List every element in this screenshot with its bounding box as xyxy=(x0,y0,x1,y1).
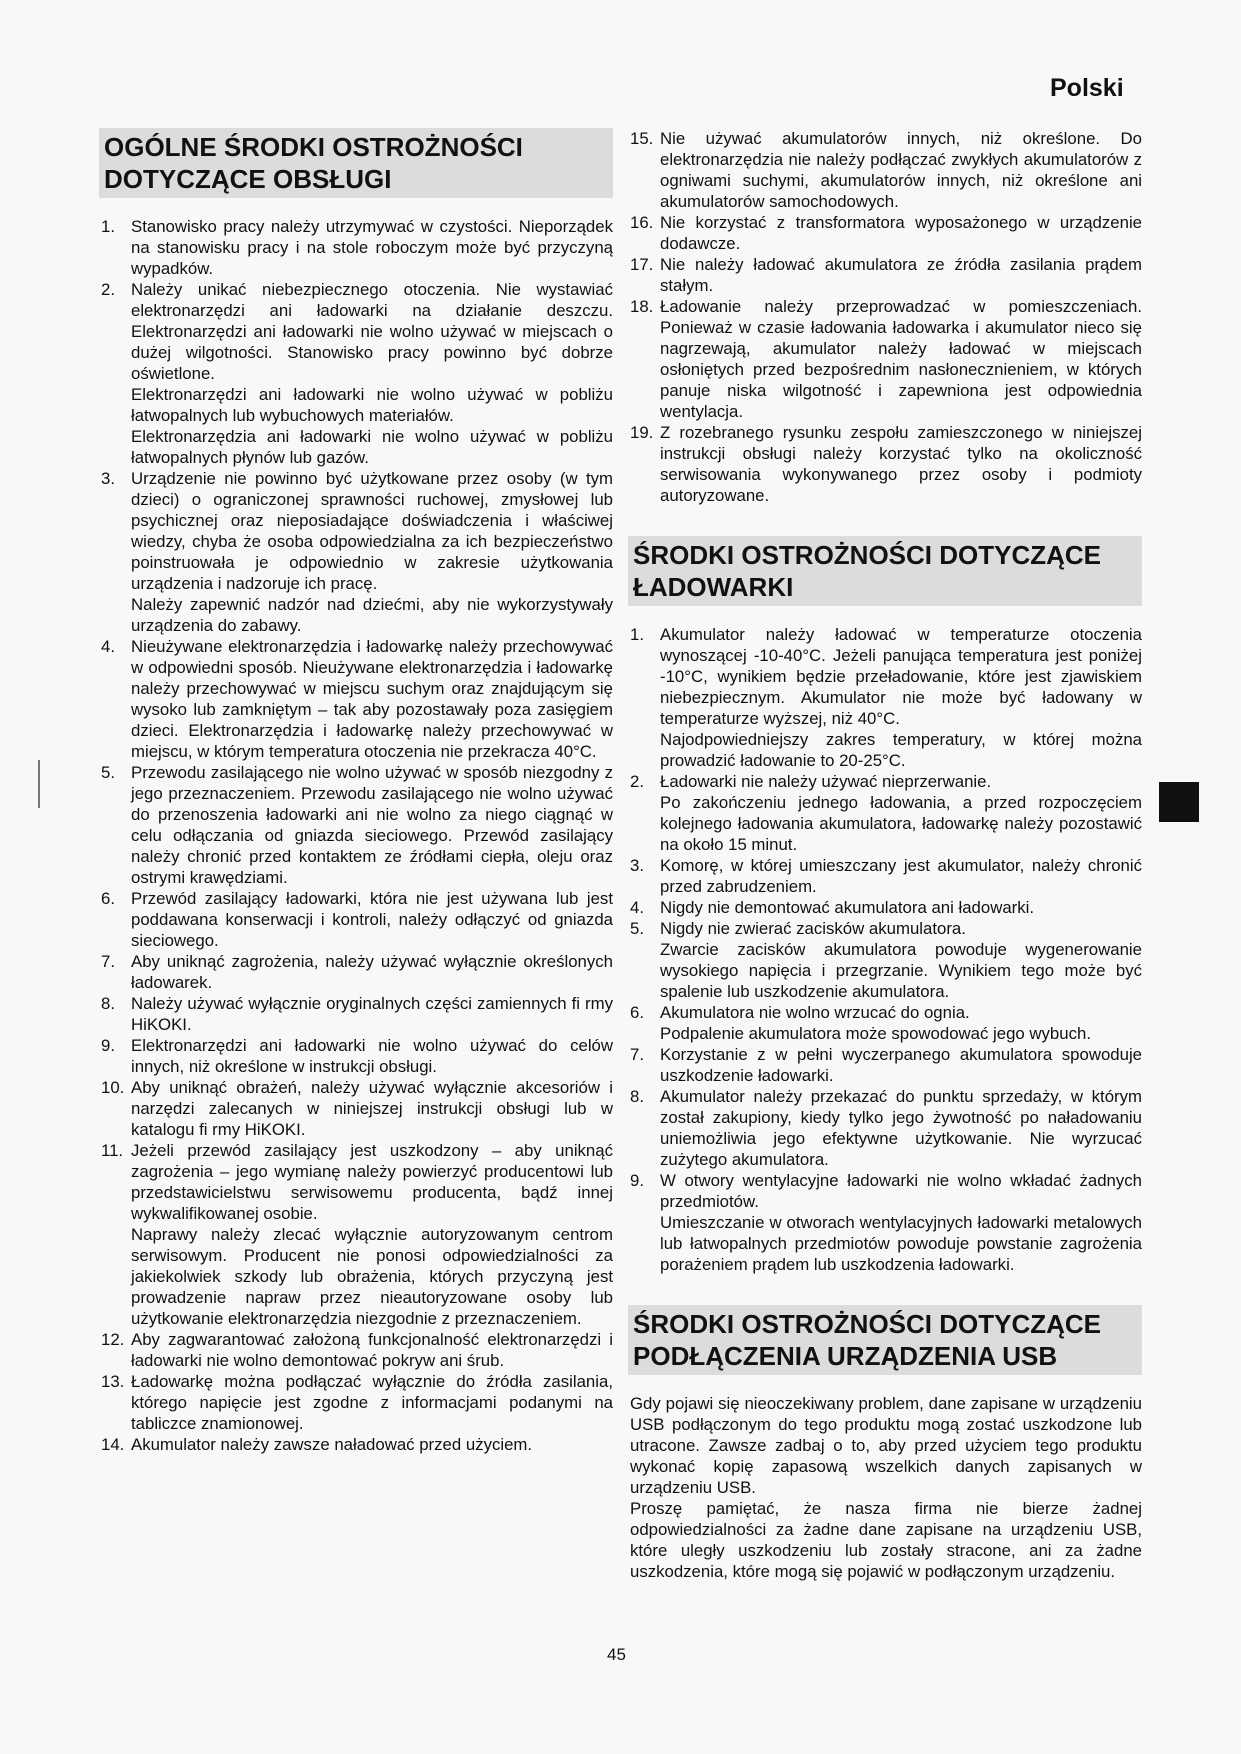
item-text: Akumulator należy zawsze naładować przed użyciem. xyxy=(131,1435,533,1454)
list-item xyxy=(630,624,1142,771)
usb-paragraph: Gdy pojawi się nieoczekiwany problem, dane zapisane w urządzeniu USB podłączonym do tego produktu mogą zostać uszkodzone lub utracone. Zawsze zadbaj o to, aby przed użyciem tego produktu wykonać kopię zapasową wszelkich danych zapisanych w urządzeniu USB. xyxy=(630,1394,1142,1497)
item-number: 6. xyxy=(101,889,115,908)
language-tab-marker xyxy=(1159,782,1199,822)
item-number: 15. xyxy=(630,129,654,148)
item-text: Po zakończeniu jednego ładowania, a przed rozpoczęciem kolejnego ładowania akumulatora, ładowarkę należy pozostawić na około 15 minut. xyxy=(660,793,1142,854)
list-item xyxy=(101,1035,613,1077)
list-item xyxy=(630,128,1142,212)
page-number: 45 xyxy=(607,1645,626,1664)
item-number: 2. xyxy=(630,772,644,791)
item-number: 5. xyxy=(101,763,115,782)
list-item xyxy=(101,636,613,762)
item-text: Ładowanie należy przeprowadzać w pomieszczeniach. Ponieważ w czasie ładowania ładowarka i akumulator nieco się nagrzewają, akumulator należy ładować w miejscach osłoniętych przed bezpośrednim nasłonecznieniem, w których panuje niska wilgotność i zapewniona jest odpowiednia wentylacja. xyxy=(660,297,1142,421)
list-item xyxy=(630,918,1142,1002)
list-item xyxy=(630,1044,1142,1086)
list-item xyxy=(101,762,613,888)
item-number: 4. xyxy=(101,637,115,656)
list-item xyxy=(101,279,613,468)
item-number: 3. xyxy=(630,856,644,875)
item-number: 3. xyxy=(101,469,115,488)
item-number: 16. xyxy=(630,213,654,232)
charger-safety-list xyxy=(630,624,1142,1275)
item-number: 19. xyxy=(630,423,654,442)
item-text: Jeżeli przewód zasilający jest uszkodzony – aby uniknąć zagrożenia – jego wymianę należy powierzyć producentowi lub przedstawicielstwu serwisowemu producenta, bądź innej wykwalifikowanej osobie. xyxy=(131,1141,613,1223)
item-text: Komorę, w której umieszczany jest akumulator, należy chronić przed zabrudzeniem. xyxy=(660,856,1142,896)
item-text: Nie używać akumulatorów innych, niż określone. Do elektronarzędzia nie należy podłączać zwykłych akumulatorów z ogniwami suchymi, akumulatorów innych, niż określone ani akumulatorów samochodowych. xyxy=(660,129,1142,211)
list-item xyxy=(630,855,1142,897)
item-number: 17. xyxy=(630,255,654,274)
item-number: 1. xyxy=(101,217,115,236)
item-number: 8. xyxy=(630,1087,644,1106)
item-number: 7. xyxy=(630,1045,644,1064)
item-text: Umieszczanie w otworach wentylacyjnych ładowarki metalowych lub łatwopalnych przedmiotów powoduje powstanie zagrożenia porażeniem prądem lub uszkodzenia ładowarki. xyxy=(660,1213,1142,1274)
item-text: Naprawy należy zlecać wyłącznie autoryzowanym centrom serwisowym. Producent nie ponosi odpowiedzialności za jakiekolwiek szkody lub obrażenia, których przyczyną jest prowadzenie napraw przez nieautoryzowane osoby lub użytkowanie elektronarzędzia niezgodnie z przeznaczeniem. xyxy=(131,1225,613,1328)
item-text: Nie należy ładować akumulatora ze źródła zasilania prądem stałym. xyxy=(660,255,1142,295)
list-item xyxy=(101,951,613,993)
language-label: Polski xyxy=(1050,74,1124,102)
item-text: Nigdy nie demontować akumulatora ani ładowarki. xyxy=(660,898,1035,917)
list-item xyxy=(101,1077,613,1140)
item-number: 2. xyxy=(101,280,115,299)
list-item xyxy=(630,1086,1142,1170)
item-number: 5. xyxy=(630,919,644,938)
list-item xyxy=(630,296,1142,422)
item-number: 12. xyxy=(101,1330,125,1349)
item-number: 8. xyxy=(101,994,115,1013)
item-text: Najodpowiedniejszy zakres temperatury, w której można prowadzić ładowanie to 20-25°C. xyxy=(660,730,1142,770)
item-number: 9. xyxy=(101,1036,115,1055)
item-number: 6. xyxy=(630,1003,644,1022)
usb-paragraph: Proszę pamiętać, że nasza firma nie bierze żadnej odpowiedzialności za żadne dane zapisane na urządzeniu USB, które uległy uszkodzeniu lub zostały stracone, ani za żadne uszkodzenia, które mogą się pojawić w podłączonym urządzeniu. xyxy=(630,1499,1142,1581)
list-item xyxy=(101,993,613,1035)
margin-mark xyxy=(38,760,40,808)
item-text: Aby uniknąć obrażeń, należy używać wyłącznie akcesoriów i narzędzi zalecanych w niniejszej instrukcji obsługi lub w katalogu fi rmy HiKOKI. xyxy=(131,1078,613,1139)
item-text: Nie korzystać z transformatora wyposażonego w urządzenie dodawcze. xyxy=(660,213,1142,253)
item-text: Akumulator należy przekazać do punktu sprzedaży, w którym został zakupiony, kiedy tylko jego żywotność po naładowaniu uniemożliwia jego efektywne użytkowanie. Nie wyrzucać zużytego akumulatora. xyxy=(660,1087,1142,1169)
right-column xyxy=(630,128,1142,1582)
item-text: Urządzenie nie powinno być użytkowane przez osoby (w tym dzieci) o ograniczonej sprawności ruchowej, zmysłowej lub psychicznej oraz nieposiadające doświadczenia i właściwej wiedzy, chyba że osoba odpowiedzialna za ich bezpieczeństwo poinstruowała je odpowiednio w zakresie użytkowania urządzenia i nadzoruje ich pracę. xyxy=(131,469,613,593)
item-text: Ładowarki nie należy używać nieprzerwanie. xyxy=(660,772,992,791)
item-text: Należy unikać niebezpiecznego otoczenia. Nie wystawiać elektronarzędzi ani ładowarki na działanie deszczu. Elektronarzędzi ani ładowarki nie wolno używać w miejscach o dużej wilgotności. Stanowisko pracy powinno być dobrze oświetlone. xyxy=(131,280,613,383)
item-text: Stanowisko pracy należy utrzymywać w czystości. Nieporządek na stanowisku pracy i na stole roboczym może być przyczyną wypadków. xyxy=(131,217,613,278)
section-usb-title: ŚRODKI OSTROŻNOŚCI DOTYCZĄCE PODŁĄCZENIA URZĄDZENIA USB xyxy=(628,1305,1142,1375)
list-item xyxy=(630,771,1142,855)
item-text: Korzystanie z w pełni wyczerpanego akumulatora spowoduje uszkodzenie ładowarki. xyxy=(660,1045,1142,1085)
item-text: Ładowarkę można podłączać wyłącznie do źródła zasilania, którego napięcie jest zgodne z informacjami podanymi na tabliczce znamionowej. xyxy=(131,1372,613,1433)
item-text: Przewód zasilający ładowarki, która nie jest używana lub jest poddawana konserwacji i kontroli, należy odłączyć od gniazda sieciowego. xyxy=(131,889,613,950)
item-text: W otwory wentylacyjne ładowarki nie wolno wkładać żadnych przedmiotów. xyxy=(660,1171,1142,1211)
item-text: Przewodu zasilającego nie wolno używać w sposób niezgodny z jego przeznaczeniem. Przewodu zasilającego nie wolno używać do przenoszenia ładowarki ani nie wolno za niego ciągnąć w celu odłączania od gniazda sieciowego. Przewód zasilający należy chronić przed kontaktem ze źródłami ciepła, oleju oraz ostrymi krawędziami. xyxy=(131,763,613,887)
item-number: 4. xyxy=(630,898,644,917)
item-number: 1. xyxy=(630,625,644,644)
section-charger-title: ŚRODKI OSTROŻNOŚCI DOTYCZĄCE ŁADOWARKI xyxy=(628,536,1142,606)
item-text: Elektronarzędzia ani ładowarki nie wolno używać w pobliżu łatwopalnych płynów lub gazów. xyxy=(131,427,613,467)
item-text: Akumulator należy ładować w temperaturze otoczenia wynoszącej -10-40°C. Jeżeli panująca temperatura jest poniżej -10°C, wynikiem będzie przeładowanie, które jest zjawiskiem niebezpiecznym. Akumulator nie może być ładowany w temperaturze wyższej, niż 40°C. xyxy=(660,625,1142,728)
list-item xyxy=(101,1329,613,1371)
item-text: Aby zagwarantować założoną funkcjonalność elektronarzędzi i ładowarki nie wolno demontować pokryw ani śrub. xyxy=(131,1330,613,1370)
item-text: Należy używać wyłącznie oryginalnych części zamiennych fi rmy HiKOKI. xyxy=(131,994,613,1034)
item-text: Akumulatora nie wolno wrzucać do ognia. xyxy=(660,1003,970,1022)
item-text: Elektronarzędzi ani ładowarki nie wolno używać do celów innych, niż określone w instrukcji obsługi. xyxy=(131,1036,613,1076)
item-number: 9. xyxy=(630,1171,644,1190)
list-item xyxy=(630,212,1142,254)
item-text: Aby uniknąć zagrożenia, należy używać wyłącznie określonych ładowarek. xyxy=(131,952,613,992)
item-text: Nigdy nie zwierać zacisków akumulatora. xyxy=(660,919,966,938)
list-item xyxy=(630,254,1142,296)
list-item xyxy=(101,1371,613,1434)
list-item xyxy=(630,1002,1142,1044)
left-column xyxy=(101,128,613,1455)
list-item xyxy=(630,1170,1142,1275)
item-text: Podpalenie akumulatora może spowodować jego wybuch. xyxy=(660,1024,1091,1043)
list-item xyxy=(101,216,613,279)
item-text: Nieużywane elektronarzędzia i ładowarkę należy przechowywać w odpowiedni sposób. Nieużywane elektronarzędzia i ładowarkę należy przechowywać w miejscu suchym oraz znajdującym się wysoko lub zamkniętym – tak aby pozostawały poza zasięgiem dzieci. Elektronarzędzia i ładowarkę należy przechowywać w miejscu, w którym temperatura otoczenia nie przekracza 40°C. xyxy=(131,637,613,761)
item-text: Z rozebranego rysunku zespołu zamieszczonego w niniejszej instrukcji obsługi należy korzystać tylko na okoliczność serwisowania wykonywanego przez osoby i podmioty autoryzowane. xyxy=(660,423,1142,505)
list-item xyxy=(630,897,1142,918)
general-safety-list-continued xyxy=(630,128,1142,506)
list-item xyxy=(101,1140,613,1329)
section-general-title: OGÓLNE ŚRODKI OSTROŻNOŚCI DOTYCZĄCE OBSŁUGI xyxy=(99,128,613,198)
list-item xyxy=(101,1434,613,1455)
item-number: 13. xyxy=(101,1372,125,1391)
item-number: 7. xyxy=(101,952,115,971)
list-item xyxy=(101,468,613,636)
list-item xyxy=(101,888,613,951)
item-number: 10. xyxy=(101,1078,125,1097)
item-number: 14. xyxy=(101,1435,125,1454)
list-item xyxy=(630,422,1142,506)
item-text: Należy zapewnić nadzór nad dziećmi, aby nie wykorzystywały urządzenia do zabawy. xyxy=(131,595,613,635)
general-safety-list xyxy=(101,216,613,1455)
item-text: Zwarcie zacisków akumulatora powoduje wygenerowanie wysokiego napięcia i przegrzanie. Wynikiem tego może być spalenie lub uszkodzenie akumulatora. xyxy=(660,940,1142,1001)
item-text: Elektronarzędzi ani ładowarki nie wolno używać w pobliżu łatwopalnych lub wybuchowych materiałów. xyxy=(131,385,613,425)
item-number: 11. xyxy=(101,1141,124,1160)
item-number: 18. xyxy=(630,297,654,316)
